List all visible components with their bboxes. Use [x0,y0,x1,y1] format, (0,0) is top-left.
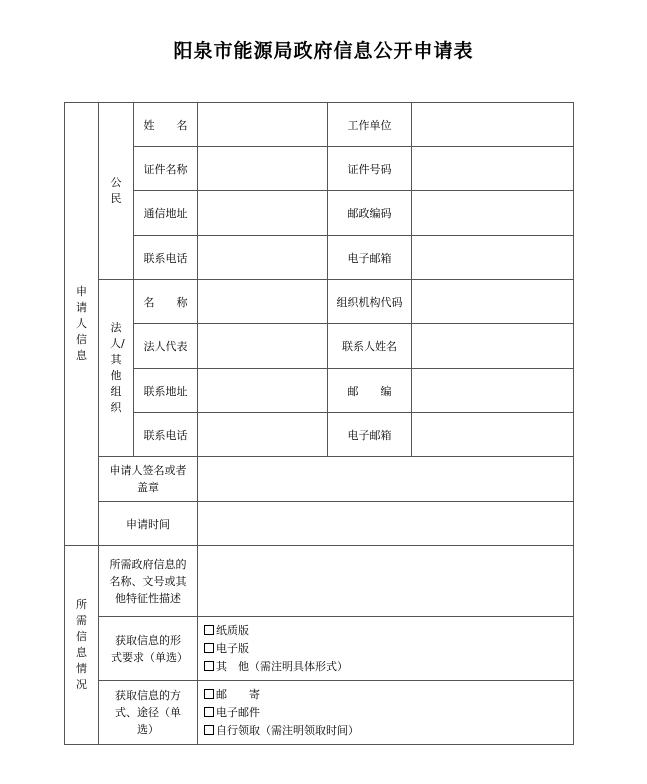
label-legal-postcode: 邮 编 [328,369,412,413]
checkbox-icon[interactable] [204,725,214,735]
checkbox-icon[interactable] [204,643,214,653]
label-request-desc: 所需政府信息的名称、文号或其他特征性描述 [99,546,198,617]
format-option-label: 其 他（需注明具体形式） [216,659,348,673]
label-legal-address: 联系地址 [134,369,198,413]
section-applicant-info [65,103,99,546]
group-citizen [99,103,134,280]
form-title: 阳泉市能源局政府信息公开申请表 [173,40,474,62]
section-request-label: 所需信息情况 [76,598,87,691]
group-legal-entity [99,280,134,457]
checkbox-icon[interactable] [204,661,214,671]
group-citizen-label: 公民 [110,176,122,205]
label-citizen-email: 电子邮箱 [328,236,412,280]
field-signature[interactable] [198,457,574,502]
label-legal-name: 名 称 [134,280,198,324]
method-option-mail[interactable] [204,686,573,704]
field-citizen-address[interactable] [198,191,328,236]
format-option-label: 电子版 [216,641,249,655]
group-legal-label: 法人/其他组织 [110,321,125,414]
field-legal-address[interactable] [198,369,328,413]
label-citizen-name: 姓 名 [134,103,198,147]
label-legal-rep: 法人代表 [134,324,198,369]
field-citizen-id-type[interactable] [198,147,328,191]
field-legal-name[interactable] [198,280,328,324]
label-citizen-id-type: 证件名称 [134,147,198,191]
label-format-requirement: 获取信息的形式要求（单选） [99,617,198,681]
method-option-email[interactable] [204,704,573,722]
method-option-label: 电子邮件 [216,705,260,719]
checkbox-icon[interactable] [204,689,214,699]
checkbox-icon[interactable] [204,707,214,717]
field-legal-postcode[interactable] [412,369,574,413]
label-apply-time: 申请时间 [99,502,198,546]
format-option-electronic[interactable] [204,640,573,658]
field-legal-phone[interactable] [198,413,328,457]
format-option-label: 纸质版 [216,623,249,637]
field-citizen-name[interactable] [198,103,328,147]
label-delivery-method: 获取信息的方式、途径（单选） [99,681,198,745]
format-option-paper[interactable] [204,622,573,640]
format-option-other[interactable] [204,658,573,676]
section-applicant-label: 申请人信息 [76,285,87,362]
label-legal-org-code: 组织机构代码 [328,280,412,324]
section-request-info [65,546,99,745]
label-citizen-phone: 联系电话 [134,236,198,280]
method-option-label: 自行领取（需注明领取时间） [216,723,359,737]
field-citizen-id-number[interactable] [412,147,574,191]
label-citizen-postcode: 邮政编码 [328,191,412,236]
method-option-pickup[interactable] [204,722,573,740]
field-citizen-workplace[interactable] [412,103,574,147]
field-apply-time[interactable] [198,502,574,546]
field-citizen-email[interactable] [412,236,574,280]
label-citizen-address: 通信地址 [134,191,198,236]
label-legal-contact-name: 联系人姓名 [328,324,412,369]
field-legal-email[interactable] [412,413,574,457]
label-citizen-workplace: 工作单位 [328,103,412,147]
application-form-table [64,102,574,745]
method-option-label: 邮 寄 [216,687,260,701]
label-legal-email: 电子邮箱 [328,413,412,457]
field-citizen-phone[interactable] [198,236,328,280]
label-signature: 申请人签名或者盖章 [99,457,198,502]
label-citizen-id-number: 证件号码 [328,147,412,191]
field-legal-org-code[interactable] [412,280,574,324]
field-legal-contact-name[interactable] [412,324,574,369]
field-citizen-postcode[interactable] [412,191,574,236]
checkbox-icon[interactable] [204,625,214,635]
format-options [198,617,574,681]
field-request-desc[interactable] [198,546,574,617]
label-legal-phone: 联系电话 [134,413,198,457]
method-options [198,681,574,745]
field-legal-rep[interactable] [198,324,328,369]
